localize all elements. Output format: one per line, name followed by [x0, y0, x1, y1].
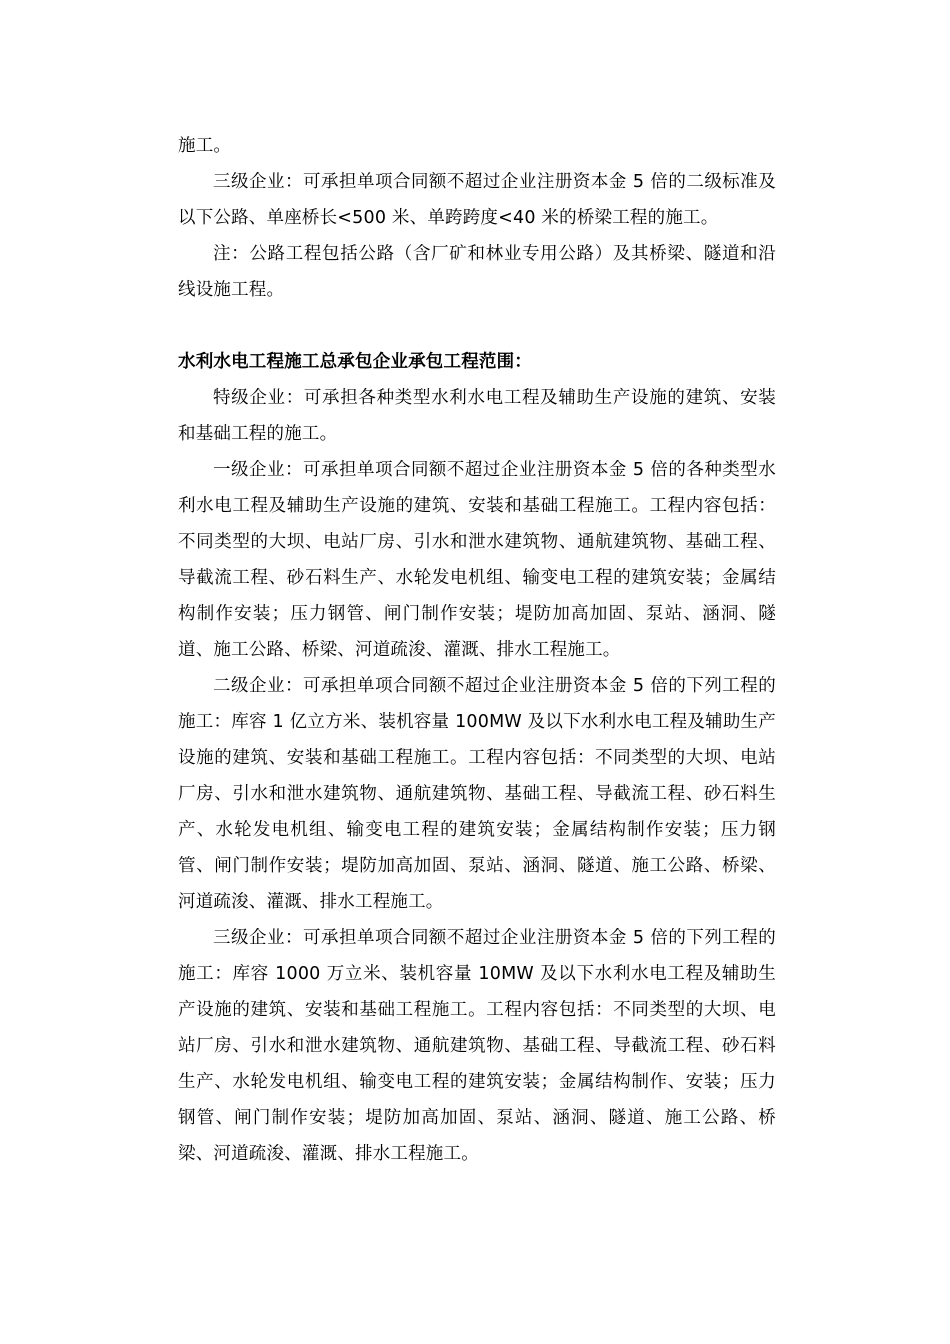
paragraph-highway-note: 注：公路工程包括公路（含厂矿和林业专用公路）及其桥梁、隧道和沿线设施工程。	[178, 244, 776, 300]
paragraph-highway-grade-three: 三级企业：可承担单项合同额不超过企业注册资本金 5 倍的二级标准及以下公路、单座桥长<500 米、单跨跨度<40 米的桥梁工程的施工。	[178, 172, 776, 228]
document-body	[178, 128, 776, 1172]
paragraph-special-grade: 特级企业：可承担各种类型水利水电工程及辅助生产设施的建筑、安装和基础工程的施工。	[178, 388, 776, 444]
section-heading: 水利水电工程施工总承包企业承包工程范围：	[178, 352, 532, 372]
paragraph-grade-two: 二级企业：可承担单项合同额不超过企业注册资本金 5 倍的下列工程的施工：库容 1 亿立方米、装机容量 100MW 及以下水利水电工程及辅助生产设施的建筑、安装和基础工程施工。工程内容包括：不同类型的大坝、电站厂房、引水和泄水建筑物、通航建筑物、基础工程、导截流工程、砂石料生产、水轮发电机组、输变电工程的建筑安装；金属结构制作安装；压力钢管、闸门制作安装；堤防加高加固、泵站、涵洞、隧道、施工公路、桥梁、河道疏浚、灌溉、排水工程施工。	[178, 676, 776, 912]
paragraph-continuation: 施工。	[178, 136, 232, 156]
section-spacer	[178, 308, 776, 344]
paragraph-grade-one: 一级企业：可承担单项合同额不超过企业注册资本金 5 倍的各种类型水利水电工程及辅助生产设施的建筑、安装和基础工程施工。工程内容包括：不同类型的大坝、电站厂房、引水和泄水建筑物、通航建筑物、基础工程、导截流工程、砂石料生产、水轮发电机组、输变电工程的建筑安装；金属结构制作安装；压力钢管、闸门制作安装；堤防加高加固、泵站、涵洞、隧道、施工公路、桥梁、河道疏浚、灌溉、排水工程施工。	[178, 460, 776, 660]
paragraph-grade-three: 三级企业：可承担单项合同额不超过企业注册资本金 5 倍的下列工程的施工：库容 1000 万立米、装机容量 10MW 及以下水利水电工程及辅助生产设施的建筑、安装和基础工程施工。工程内容包括：不同类型的大坝、电站厂房、引水和泄水建筑物、通航建筑物、基础工程、导截流工程、砂石料生产、水轮发电机组、输变电工程的建筑安装；金属结构制作、安装；压力钢管、闸门制作安装；堤防加高加固、泵站、涵洞、隧道、施工公路、桥梁、河道疏浚、灌溉、排水工程施工。	[178, 928, 776, 1164]
